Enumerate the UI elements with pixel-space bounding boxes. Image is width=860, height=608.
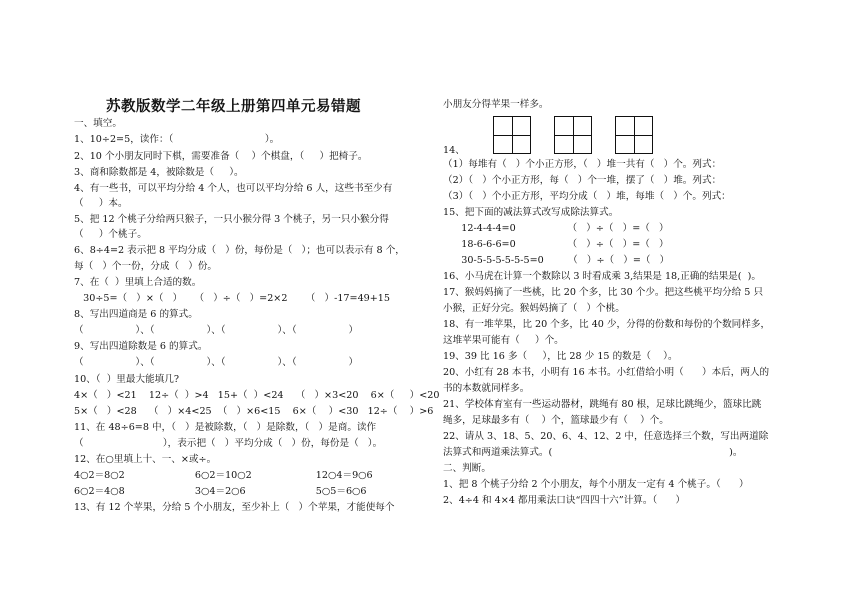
left-line-17: 4×（ ）<21 12÷（ ）>4 15+（ ）<24 （ ）×3<20 6×（ ）<20	[74, 390, 440, 401]
left-line-5: （ ）本。	[74, 198, 128, 209]
right-line-17: 21、学校体育室有一些运动器材，跳绳有 80 根，足球比跳绳少，篮球比跳	[443, 399, 762, 410]
right-line-5: 15、把下面的减法算式改写成除法算式。	[443, 207, 619, 218]
left-line-7: （ ）个桃子。	[74, 229, 147, 240]
right-line-12: 18、有一堆苹果，比 20 个多，比 40 少，分得的份数和每份的个数同样多，	[443, 319, 771, 330]
left-line-3: 3、商和除数都是 4，被除数是（ ）。	[74, 167, 244, 178]
right-line-15: 20、小红有 28 本书，小明有 16 本书。小红借给小明（ ）本后，两人的	[443, 367, 770, 378]
right-line-11: 小猴，正好分完。猴妈妈摘了（ ）个桃。	[443, 303, 625, 314]
right-line-20: 法算式和两道乘法算式。( )。	[443, 447, 743, 458]
left-line-12: 8、写出四道商是 6 的算式。	[74, 309, 198, 320]
square-grid-1	[493, 116, 531, 154]
right-line-2: （1）每堆有（ ）个小正方形，（ ）堆一共有（ ）个。列式：	[443, 159, 722, 170]
right-line-18: 绳多，足球最多有（ ）个，篮球最少有（ ）个。	[443, 415, 669, 426]
right-line-22: 1、把 8 个桃子分给 2 个小朋友，每个小朋友一定有 4 个桃子。（ ）	[443, 479, 749, 490]
left-line-2: 2、10 个小朋友同时下棋，需要准备（ ）个棋盘，（ ）把椅子。	[74, 151, 368, 162]
left-line-1: 1、10÷2=5，读作：（ ）。	[74, 134, 280, 145]
left-line-14: 9、写出四道除数是 6 的算式。	[74, 341, 208, 352]
right-line-9: 16、小马虎在计算一个数除以 3 时看成乘 3,结果是 18,正确的结果是( )。	[443, 271, 761, 282]
left-line-13: （ ）、（ ）、（ ）、（ ）	[74, 325, 359, 336]
right-line-4: （3）（ ）个小正方形，平均分成（ ）堆，每堆（ ）个。列式：	[443, 191, 731, 202]
left-line-16: 10、（ ）里最大能填几?	[74, 374, 179, 385]
right-line-19: 22、请从 3、18、5、20、6、4、12、2 中，任意选择三个数，写出两道除	[443, 431, 769, 442]
left-line-6: 5、把 12 个桃子分给两只猴子，一只小猴分得 3 个桃子，另一只小猴分得	[74, 214, 389, 225]
left-line-19: 11、在 48÷6=8 中，（ ）是被除数，（ ）是除数，（ ）是商。读作	[74, 422, 377, 433]
right-line-0: 小朋友分得苹果一样多。	[443, 99, 549, 110]
left-line-0: 一、填空。	[74, 118, 122, 129]
left-line-8: 6、8÷4=2 表示把 8 平均分成（ ）份，每份是（ ）；也可以表示有 8 个，	[74, 245, 405, 256]
left-line-21: 12、在○里填上十、一、×或÷。	[74, 454, 217, 465]
right-line-23: 2、4÷4 和 4×4 都用乘法口诀“四四十六”计算。（ ）	[443, 495, 686, 506]
right-line-7: 18-6-6-6=0 （ ）÷（ ）=（ ）	[443, 239, 669, 250]
right-line-14: 19、39 比 16 多（ ），比 28 少 15 的数是（ ）。	[443, 351, 678, 362]
right-line-16: 书的本数就同样多。	[443, 383, 530, 394]
right-line-13: 这堆苹果可能有（ ）个。	[443, 335, 564, 346]
right-line-10: 17、猴妈妈摘了一些桃，比 20 个多，比 30 个少。把这些桃平均分给 5 只	[443, 287, 764, 298]
right-line-3: （2）（ ）个小正方形，每（ ）个一堆，摆了（ ）堆。列式：	[443, 175, 722, 186]
left-line-22: 4○2＝8○2 6○2＝10○2 12○4＝9○6	[74, 470, 373, 481]
left-line-20: （ ），表示把（ ）平均分成（ ）份，每份是（ ）。	[74, 438, 383, 449]
left-line-15: （ ）、（ ）、（ ）、（ ）	[74, 357, 359, 368]
left-line-23: 6○2＝4○8 3○4＝2○6 5○5＝6○6	[74, 486, 367, 497]
right-line-6: 12-4-4-4=0 （ ）÷（ ）=（ ）	[443, 223, 669, 234]
left-line-4: 4、有一些书，可以平均分给 4 个人，也可以平均分给 6 人，这些书至少有	[74, 183, 393, 194]
left-line-24: 13、有 12 个苹果，分给 5 个小朋友，至少补上（ ）个苹果，才能使每个	[74, 502, 395, 513]
left-line-10: 7、在（ ）里填上合适的数。	[74, 277, 202, 288]
left-line-9: 每（ ）个一份，分成（ ）份。	[74, 261, 218, 272]
right-line-8: 30-5-5-5-5-5-5=0 （ ）÷（ ）=（ ）	[443, 255, 670, 266]
page-title: 苏教版数学二年级上册第四单元易错题	[106, 98, 361, 115]
right-line-1: 14、	[443, 145, 465, 156]
square-grid-3	[615, 116, 653, 154]
left-line-18: 5×（ ）<28 （ ）×4<25 （ ）×6<15 6×（ ）<30 12÷（ ）>6	[74, 406, 434, 417]
right-line-21: 二、判断。	[443, 463, 491, 474]
left-line-11: 30÷5=（ ）×（ ） （ ）÷（ ）=2×2 （ ）-17=49+15	[74, 293, 391, 304]
square-grid-2	[554, 116, 592, 154]
